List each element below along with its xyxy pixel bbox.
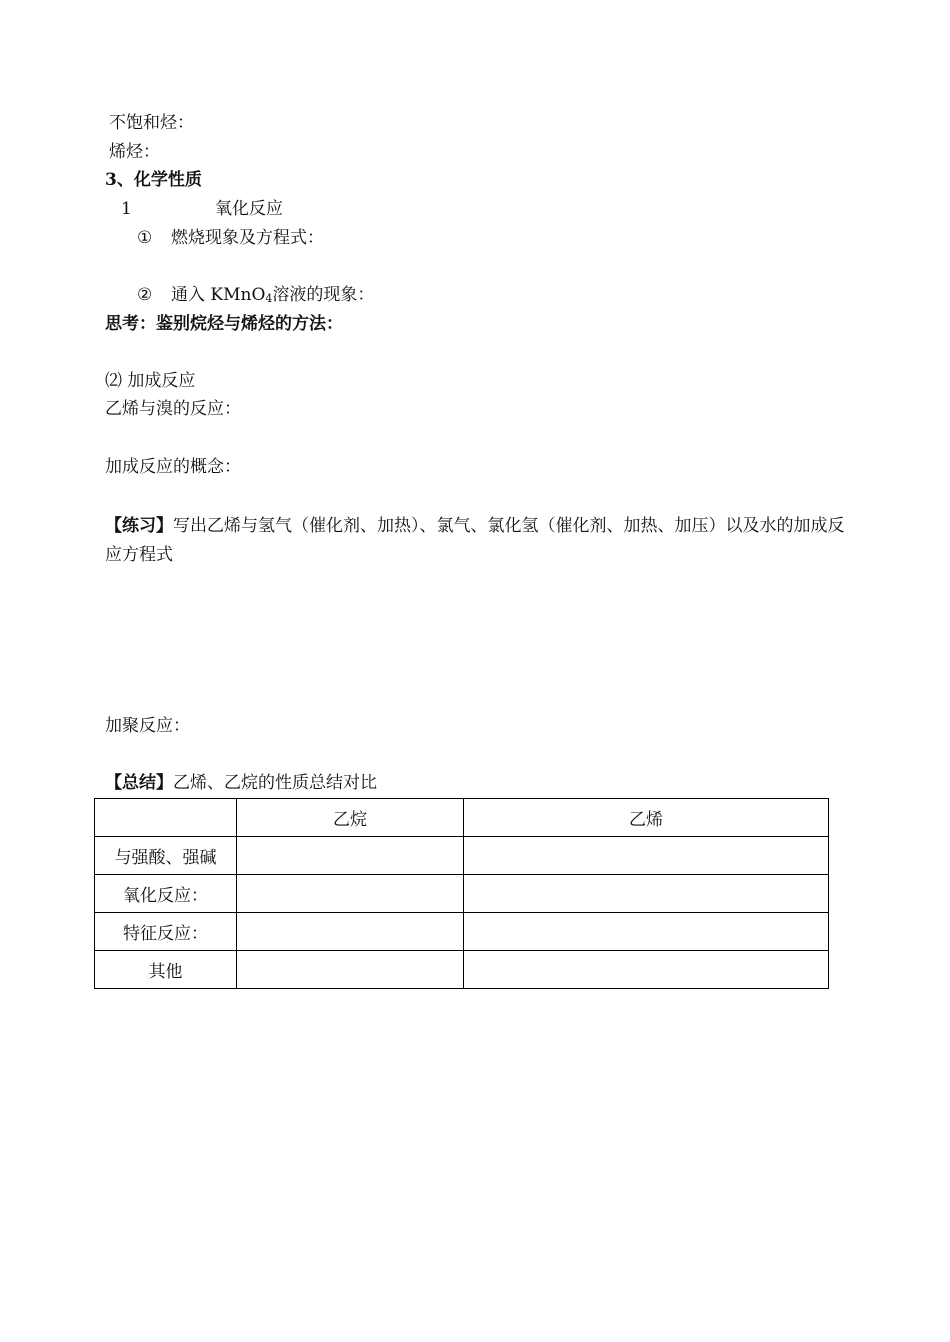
table-row	[95, 913, 829, 951]
ethylene-cell[interactable]	[464, 951, 829, 989]
ethylene-bromine-label: 乙烯与溴的反应：	[105, 399, 241, 419]
addition-reaction-heading: ⑵ 加成反应	[105, 371, 196, 391]
summary-title: 乙烯、乙烷的性质总结对比	[173, 773, 377, 793]
table-row	[95, 951, 829, 989]
combustion-item-marker: ①	[137, 228, 153, 248]
unsaturated-hydrocarbon-label: 不饱和烃：	[109, 113, 194, 133]
oxidation-number: 1	[121, 199, 132, 219]
alkene-label: 烯烃：	[109, 142, 160, 162]
polymerization-label: 加聚反应：	[105, 716, 190, 736]
ethylene-cell[interactable]	[464, 837, 829, 875]
ethane-cell[interactable]	[237, 837, 464, 875]
think-question: 思考：鉴别烷烃与烯烃的方法：	[105, 314, 343, 334]
summary-heading	[105, 772, 377, 794]
row-label: 氧化反应：	[95, 875, 237, 913]
ethane-cell[interactable]	[237, 913, 464, 951]
oxidation-heading: 氧化反应	[215, 199, 283, 219]
row-label: 与强酸、强碱	[95, 837, 237, 875]
header-cell-empty	[95, 799, 237, 837]
ethylene-cell[interactable]	[464, 913, 829, 951]
exercise-paragraph	[105, 512, 855, 570]
kmno4-item-text: 通入 KMnO$_4$溶液的现象：	[171, 285, 375, 305]
comparison-table	[94, 798, 829, 989]
exercise-tag: 【练习】	[105, 516, 173, 536]
ethane-cell[interactable]	[237, 875, 464, 913]
addition-concept-label: 加成反应的概念：	[105, 457, 241, 477]
exercise-body: 写出乙烯与氢气（催化剂、加热）、氯气、氯化氢（催化剂、加热、加压）以及水的加成反应方程式	[105, 516, 845, 565]
header-cell-ethane: 乙烷	[237, 799, 464, 837]
ethane-cell[interactable]	[237, 951, 464, 989]
table-header-row	[95, 799, 829, 837]
kmno4-item-marker: ②	[137, 285, 153, 305]
row-label: 其他	[95, 951, 237, 989]
table-row	[95, 837, 829, 875]
table-row	[95, 875, 829, 913]
header-cell-ethylene: 乙烯	[464, 799, 829, 837]
summary-tag: 【总结】	[105, 773, 173, 793]
combustion-item-text: 燃烧现象及方程式：	[171, 228, 324, 248]
ethylene-cell[interactable]	[464, 875, 829, 913]
row-label: 特征反应：	[95, 913, 237, 951]
section-chemical-properties-heading: 3、化学性质	[105, 170, 202, 190]
